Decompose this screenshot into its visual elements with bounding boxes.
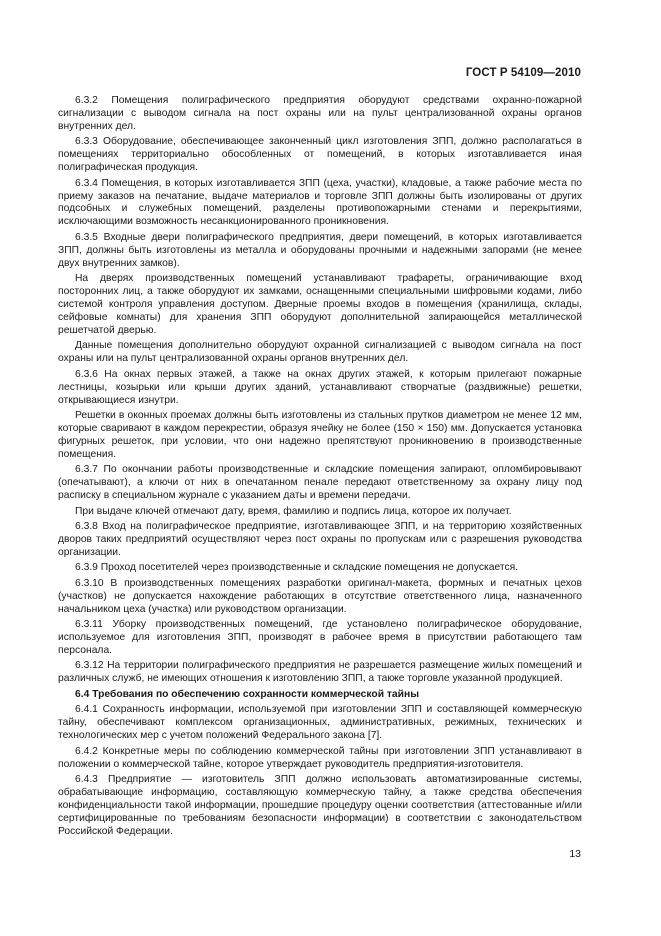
paragraph-6-3-3: 6.3.3 Оборудование, обеспечивающее законченный цикл изготовления ЗПП, должно располагаться в помещениях территориально обособленных от помещений, в которых изготавливается иная полиграфическая продукция. [58, 136, 582, 174]
paragraph-6-3-5: 6.3.5 Входные двери полиграфического предприятия, двери помещений, в которых изготавливается ЗПП, должны быть изготовлены из металла и оборудованы прочными и надежными запорами (не менее двух внутренних замков). [58, 231, 582, 269]
paragraph-6-4-3: 6.4.3 Предприятие — изготовитель ЗПП должно использовать автоматизированные системы, обрабатывающие информацию, составляющую коммерческую тайну, а также средства обеспечения конфиденциальности такой информации, прошедшие процедуру оценки соответствия (аттестованные и/или сертифицированные по требованиям безопасности информации) в соответствии с законодательством Российской Федерации. [58, 774, 582, 837]
paragraph-6-3-9: 6.3.9 Проход посетителей через производственные и складские помещения не допускается. [75, 562, 519, 574]
section-heading-6-4: 6.4 Требования по обеспечению сохранности коммерческой тайны [75, 688, 420, 700]
standard-header: ГОСТ Р 54109—2010 [465, 67, 581, 79]
paragraph-doors: На дверях производственных помещений устанавливают трафареты, ограничивающие вход посторонних лиц, а также оборудуют их замками, оснащенными специальными шифровыми кодами, либо системой контроля управления доступом. Дверные проемы входов в помещения (хранилища, склады, сейфовые комнаты) для хранения ЗПП оборудуют дополнительной запирающейся металлической решетчатой дверью. [58, 273, 582, 336]
paragraph-6-3-4: 6.3.4 Помещения, в которых изготавливается ЗПП (цеха, участки), кладовые, а также рабочие места по приему заказов на печатание, выдаче материалов и торговле ЗПП должны быть изолированы от других подсобных и служебных помещений, разделены противопожарными стенами и перекрытиями, исключающими возможность несанкционированного проникновения. [58, 177, 582, 228]
paragraph-6-3-12: 6.3.12 На территории полиграфического предприятия не разрешается размещение жилых помещений и различных служб, не имеющих отношения к изготовлению ЗПП, а также торговле указанной продукцией. [58, 660, 582, 685]
paragraph-6-3-6: 6.3.6 На окнах первых этажей, а также на окнах других этажей, к которым прилегают пожарные лестницы, козырьки или крыши других зданий, устанавливают створчатые (раздвижные) решетки, открывающиеся изнутри. [58, 368, 582, 406]
paragraph-6-4-2: 6.4.2 Конкретные меры по соблюдению коммерческой тайны при изготовлении ЗПП устанавливают в положении о коммерческой тайне, которое утверждает руководитель предприятия-изготовителя. [58, 745, 582, 770]
paragraph-6-3-8: 6.3.8 Вход на полиграфическое предприятие, изготавливающее ЗПП, и на территорию хозяйственных дворов таких предприятий осуществляют через пост охраны по пропускам или с разрешения руководства организации. [58, 521, 582, 558]
paragraph-6-4-1: 6.4.1 Сохранность информации, используемой при изготовлении ЗПП и составляющей коммерческую тайну, обеспечивают комплексом организационных, административных, режимных, технических и технологических мер с учетом положений Федерального закона [7]. [58, 704, 582, 742]
paragraph-6-3-2: 6.3.2 Помещения полиграфического предприятия оборудуют средствами охранно-пожарной сигнализации с выводом сигнала на пост охраны или на пульт централизованной охраны органов внутренних дел. [58, 95, 582, 132]
paragraph-6-3-11: 6.3.11 Уборку производственных помещений, где установлено полиграфическое оборудование, используемое для изготовления ЗПП, производят в рабочее время в присутствии работающего там персонала. [58, 619, 582, 656]
page-number: 13 [569, 848, 581, 860]
document-body [58, 95, 582, 841]
paragraph-keys: При выдаче ключей отмечают дату, время, фамилию и подпись лица, которое их получает. [75, 505, 512, 517]
paragraph-alarm: Данные помещения дополнительно оборудуют охранной сигнализацией с выводом сигнала на пост охраны или на пульт централизованной охраны органов внутренних дел. [58, 340, 582, 365]
paragraph-6-3-10: 6.3.10 В производственных помещениях разработки оригинал-макета, формных и печатных цехов (участков) не допускается нахождение работающих в отсутствие ответственного лица, назначенного начальником цеха (участка) или руководством организации. [58, 577, 582, 615]
paragraph-6-3-7: 6.3.7 По окончании работы производственные и складские помещения запирают, опломбировывают (опечатывают), а ключи от них в опечатанном пенале передают ответственному за охрану лицу под расписку в специальном журнале с указанием даты и времени передачи. [58, 464, 582, 502]
paragraph-grilles: Решетки в оконных проемах должны быть изготовлены из стальных прутков диаметром не менее 12 мм, которые сваривают в каждом перекрестии, образуя ячейку не более (150 × 150) мм. Допускается установка фигурных решеток, при условии, что они надежно препятствуют проникновению в производственные помещения. [58, 410, 582, 460]
